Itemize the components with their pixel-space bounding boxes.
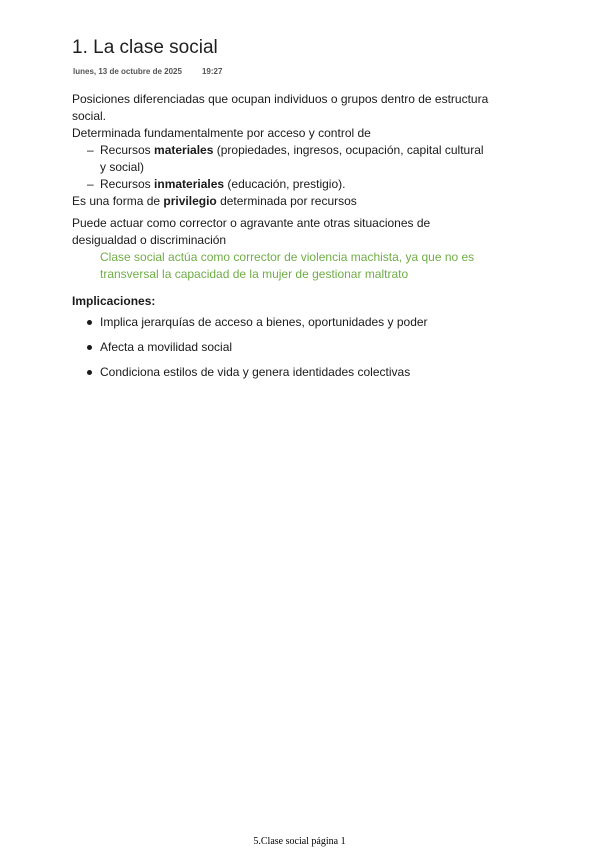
item-bold-text: materiales (154, 143, 214, 157)
note-time: 19:27 (201, 67, 223, 76)
item-text: Recursos (100, 177, 155, 191)
list-item: Condiciona estilos de vida y genera identidades colectivas (100, 364, 492, 381)
paragraph-text: determinada por recursos (216, 194, 357, 208)
intro-paragraph: Posiciones diferenciadas que ocupan individuos o grupos dentro de estructura social. (72, 92, 489, 123)
list-item (100, 176, 492, 193)
resources-list (72, 142, 492, 193)
implications-list (72, 314, 492, 381)
intro-paragraph-2: Determinada fundamentalmente por acceso y control de (72, 126, 371, 140)
spacer (72, 283, 492, 288)
implications-heading: Implicaciones: (72, 294, 156, 308)
item-text: Recursos (100, 143, 155, 157)
privilege-paragraph (72, 193, 492, 210)
note-date: lunes, 13 de octubre de 2025 (73, 67, 182, 76)
item-text: (educación, prestigio). (224, 177, 346, 191)
page-title: 1. La clase social (72, 37, 218, 58)
list-item: Afecta a movilidad social (100, 339, 492, 356)
modifier-paragraph: Puede actuar como corrector o agravante ante otras situaciones de desigualdad o discriminación (72, 216, 431, 247)
paragraph-text: Es una forma de (72, 194, 164, 208)
list-item (100, 142, 492, 176)
note-body (72, 91, 492, 389)
paragraph-bold-text: privilegio (163, 194, 217, 208)
page-footer: 5.Clase social página 1 (253, 836, 346, 847)
list-item: Implica jerarquías de acceso a bienes, oportunidades y poder (100, 314, 492, 331)
note-timestamp (73, 67, 222, 76)
highlighted-note: Clase social actúa como corrector de violencia machista, ya que no es transversal la capacidad de la mujer de gestionar maltrato (100, 250, 475, 281)
item-bold-text: inmateriales (154, 177, 225, 191)
item-text: (propiedades, ingresos, ocupación, capital cultural y social) (100, 143, 484, 174)
